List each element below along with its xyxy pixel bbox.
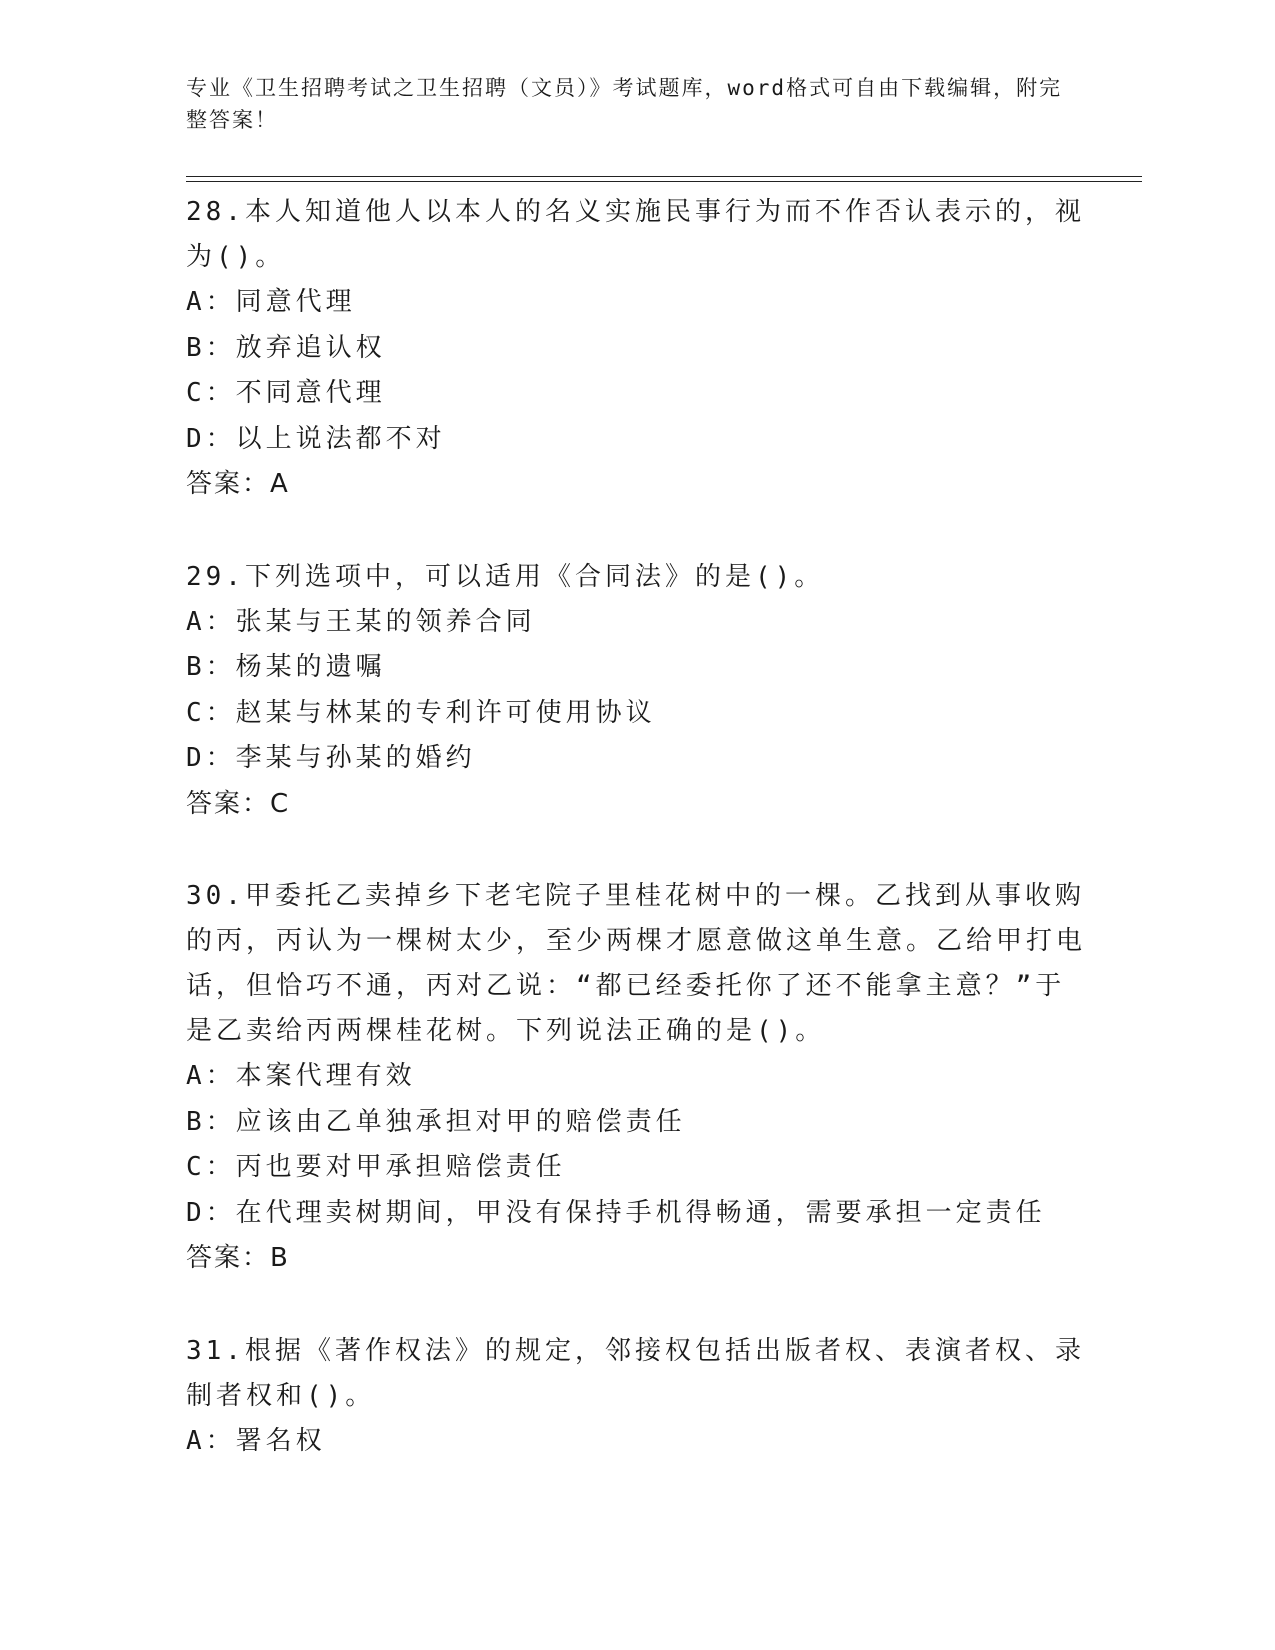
option-c: C：赵某与林某的专利许可使用协议 [186, 697, 656, 728]
question-list [186, 190, 1086, 1464]
header-rule-top [186, 176, 1142, 177]
answer-line: 答案：C [186, 788, 291, 819]
question-stem: 30.甲委托乙卖掉乡下老宅院子里桂花树中的一棵。乙找到从事收购的丙，丙认为一棵树太少，至少两棵才愿意做这单生意。乙给甲打电话，但恰巧不通，丙对乙说：“都已经委托你了还不能拿主意？”于是乙卖给丙两棵桂花树。下列说法正确的是()。 [186, 881, 1087, 1046]
option-d: D：在代理卖树期间，甲没有保持手机得畅通，需要承担一定责任 [186, 1197, 1046, 1228]
question-gap [186, 1282, 1086, 1329]
option-b: B：杨某的遗嘱 [186, 652, 386, 682]
option-b: B：应该由乙单独承担对甲的赔偿责任 [186, 1106, 686, 1137]
document-header: 专业《卫生招聘考试之卫生招聘（文员）》考试题库，word格式可自由下载编辑，附完整答案！ [186, 76, 1063, 132]
option-a: A：署名权 [186, 1425, 326, 1456]
option-c: C：不同意代理 [186, 378, 386, 408]
question-31 [186, 1329, 1086, 1465]
question-gap [186, 827, 1086, 874]
question-28 [186, 190, 1086, 508]
question-stem: 31.根据《著作权法》的规定，邻接权包括出版者权、表演者权、录制者权和()。 [186, 1335, 1085, 1411]
option-d: D：李某与孙某的婚约 [186, 743, 476, 773]
option-b: B：放弃追认权 [186, 332, 386, 363]
answer-line: 答案：A [186, 469, 290, 499]
question-stem: 29.下列选项中，可以适用《合同法》的是()。 [186, 561, 825, 592]
option-a: A：本案代理有效 [186, 1061, 416, 1091]
answer-line: 答案：B [186, 1243, 290, 1273]
option-c: C：丙也要对甲承担赔偿责任 [186, 1152, 566, 1182]
question-30 [186, 874, 1086, 1282]
option-a: A：同意代理 [186, 287, 356, 317]
question-stem: 28.本人知道他人以本人的名义实施民事行为而不作否认表示的，视为()。 [186, 197, 1085, 272]
header-rule-bottom [186, 181, 1142, 182]
option-d: D：以上说法都不对 [186, 423, 446, 454]
option-a: A：张某与王某的领养合同 [186, 606, 536, 637]
question-29 [186, 555, 1086, 828]
question-gap [186, 508, 1086, 555]
